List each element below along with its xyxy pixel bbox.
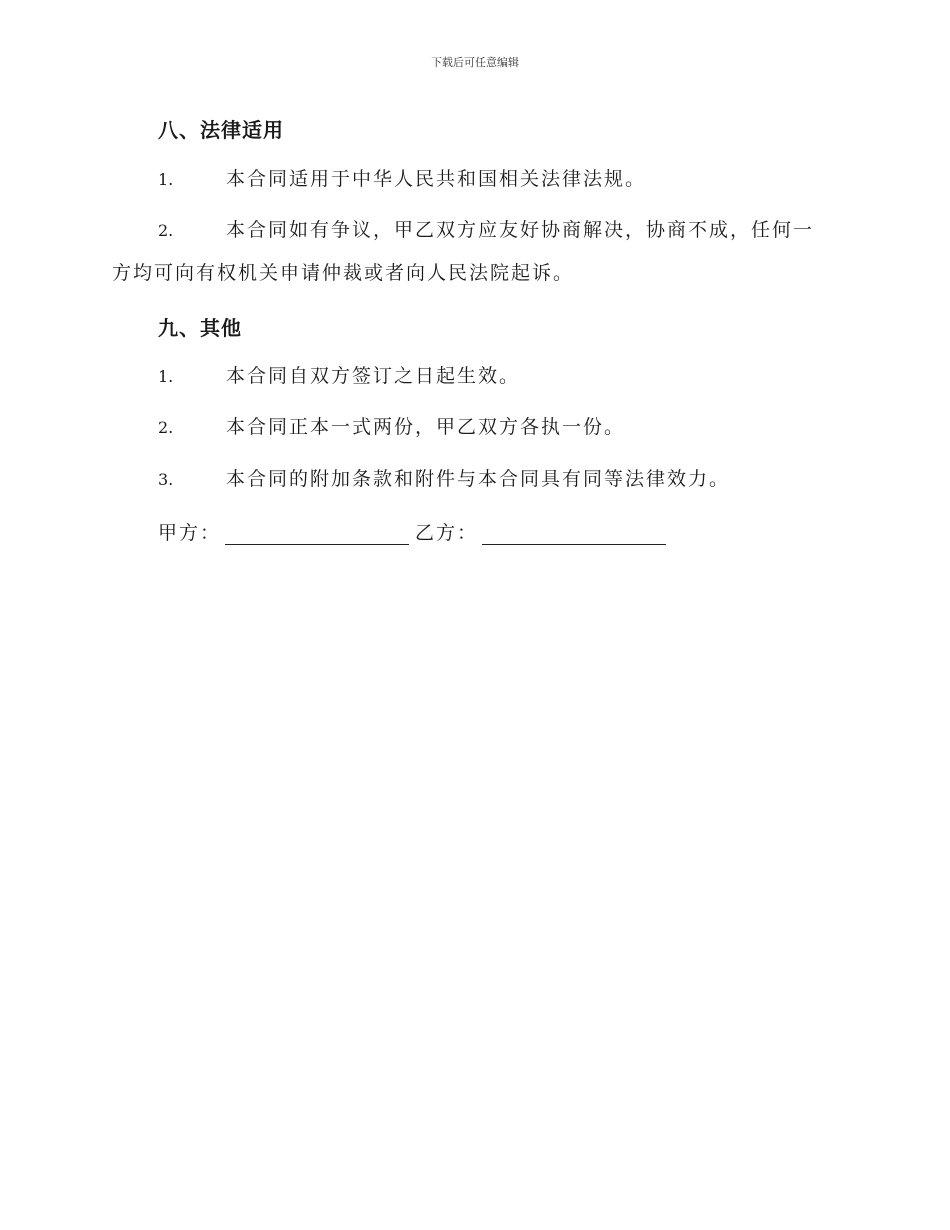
clause-number: 2.: [158, 418, 174, 437]
clause-9-3: [158, 458, 848, 501]
clause-number: 1.: [158, 367, 174, 386]
party-a-signature-blank: [225, 520, 409, 545]
clause-text-continuation: 方均可向有权机关申请仲裁或者向人民法院起诉。: [112, 262, 575, 284]
clause-8-2: [112, 209, 848, 294]
signature-line: [158, 518, 672, 545]
section-heading-other: 九、其他: [158, 316, 242, 340]
clause-number: 3.: [158, 470, 174, 489]
clause-number: 1.: [158, 170, 174, 189]
header-note: 下载后可任意编辑: [431, 56, 519, 69]
clause-text: 本合同如有争议，甲乙双方应友好协商解决，协商不成，任何一: [226, 219, 815, 241]
clause-9-2: [158, 406, 848, 449]
clause-9-1: [158, 355, 848, 398]
clause-text: 本合同适用于中华人民共和国相关法律法规。: [226, 168, 647, 190]
clause-text: 本合同自双方签订之日起生效。: [226, 365, 521, 387]
clause-text: 本合同正本一式两份，甲乙双方各执一份。: [226, 416, 626, 438]
clause-text: 本合同的附加条款和附件与本合同具有同等法律效力。: [226, 468, 731, 490]
party-b-signature-blank: [482, 520, 666, 545]
clause-8-1: [158, 158, 848, 201]
party-a-label: 甲方：: [158, 522, 222, 544]
party-b-label: 乙方：: [415, 522, 479, 544]
section-heading-law: 八、法律适用: [158, 118, 284, 142]
clause-number: 2.: [158, 221, 174, 240]
